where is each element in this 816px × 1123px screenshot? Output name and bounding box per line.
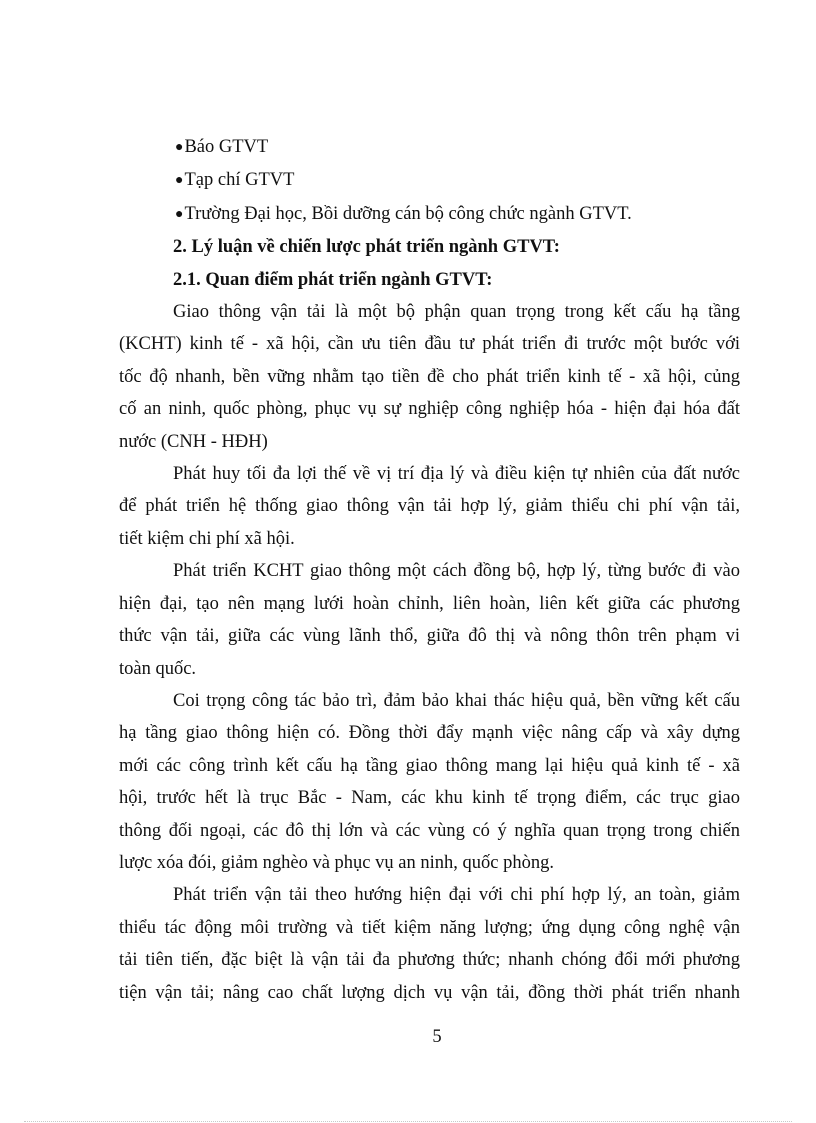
bullet-item xyxy=(173,131,740,164)
paragraph-line: cố an ninh, quốc phòng, phục vụ sự nghiệp công nghiệp hóa - hiện đại hóa đất xyxy=(119,399,740,420)
bullet-text: Báo GTVT xyxy=(184,137,269,157)
paragraph-line: tải tiên tiến, đặc biệt là vận tải đa phương thức; nhanh chóng đổi mới phương xyxy=(119,950,740,971)
paragraph-line: Coi trọng công tác bảo trì, đảm bảo khai thác hiệu quả, bền vững kết cấu xyxy=(173,690,740,711)
paragraph-line: hội, trước hết là trục Bắc - Nam, các khu kinh tế trọng điểm, các trục giao xyxy=(119,788,740,809)
paragraph-line: toàn quốc. xyxy=(119,658,197,679)
bullet-text: Tạp chí GTVT xyxy=(184,170,295,191)
paragraph-line: để phát triển hệ thống giao thông vận tải hợp lý, giảm thiểu chi phí vận tải, xyxy=(119,496,740,517)
bullet-dot-icon: ● xyxy=(175,140,184,155)
paragraph-line: tiện vận tải; nâng cao chất lượng dịch vụ vận tải, đồng thời phát triển nhanh xyxy=(119,982,740,1003)
page-bottom-divider xyxy=(24,1121,792,1122)
paragraph xyxy=(119,458,740,555)
bullet-dot-icon: ● xyxy=(175,206,184,222)
bullet-dot-icon: ● xyxy=(175,173,184,189)
paragraph-line: hiện đại, tạo nên mạng lưới hoàn chỉnh, liên hoàn, liên kết giữa các phương xyxy=(119,593,740,614)
paragraph-line: (KCHT) kinh tế - xã hội, cần ưu tiên đầu tư phát triển đi trước một bước với xyxy=(119,334,740,355)
bullet-text: Trường Đại học, Bồi dưỡng cán bộ công chức ngành GTVT. xyxy=(184,203,632,224)
bullet-item xyxy=(173,198,740,231)
paragraph-line: tiết kiệm chi phí xã hội. xyxy=(119,528,295,549)
paragraph-line: nước (CNH - HĐH) xyxy=(119,431,268,452)
paragraph xyxy=(119,685,740,879)
paragraph-line: lược xóa đói, giảm nghèo và phục vụ an ninh, quốc phòng. xyxy=(119,852,554,873)
paragraph-line: thiểu tác động môi trường và tiết kiệm năng lượng; ứng dụng công nghệ vận xyxy=(119,917,740,938)
paragraph-line: thức vận tải, giữa các vùng lãnh thổ, giữa đô thị và nông thôn trên phạm vi xyxy=(119,626,740,647)
paragraph xyxy=(119,879,740,1009)
body-text xyxy=(119,131,740,1009)
paragraph-line: Giao thông vận tải là một bộ phận quan trọng trong kết cấu hạ tầng xyxy=(173,302,740,323)
paragraph xyxy=(119,296,740,458)
bullet-item xyxy=(173,164,740,197)
paragraph-line: Phát triển vận tải theo hướng hiện đại với chi phí hợp lý, an toàn, giảm xyxy=(173,885,740,906)
paragraph-line: hạ tầng giao thông hiện có. Đồng thời đẩy mạnh việc nâng cấp và xây dựng xyxy=(119,723,740,744)
paragraph xyxy=(119,555,740,685)
subsection-heading: 2.1. Quan điểm phát triển ngành GTVT: xyxy=(173,269,493,290)
paragraph-line: thông đối ngoại, các đô thị lớn và các vùng có ý nghĩa quan trọng trong chiến xyxy=(119,820,740,841)
section-heading: 2. Lý luận về chiến lược phát triển ngành GTVT: xyxy=(173,237,560,258)
paragraph-line: mới các công trình kết cấu hạ tầng giao thông mang lại hiệu quả kinh tế - xã xyxy=(119,755,740,776)
page-number: 5 xyxy=(432,1027,442,1047)
paragraph-line: tốc độ nhanh, bền vững nhằm tạo tiền đề cho phát triển kinh tế - xã hội, củng xyxy=(119,366,740,387)
paragraph-line: Phát huy tối đa lợi thế về vị trí địa lý và điều kiện tự nhiên của đất nước xyxy=(173,464,740,485)
paragraph-line: Phát triển KCHT giao thông một cách đồng bộ, hợp lý, từng bước đi vào xyxy=(173,561,740,582)
